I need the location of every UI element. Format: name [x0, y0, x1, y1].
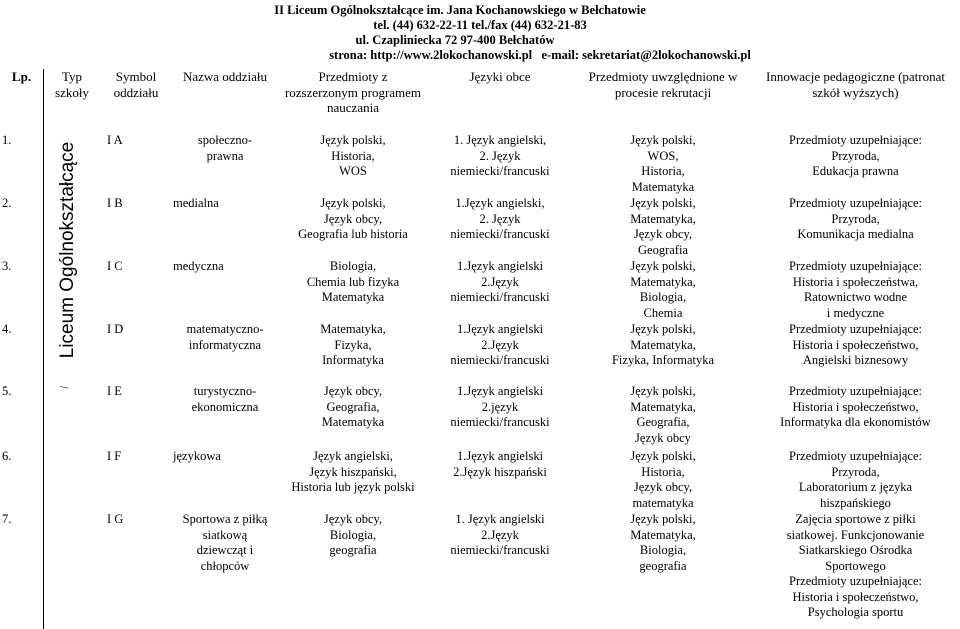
row-symbol: I A	[107, 133, 123, 147]
col-header-innowacje: Innowacje pedagogiczne (patronat szkół wyższych)	[765, 69, 946, 100]
row-jezyki: 1. Język angielski, 2. Język niemiecki/francuski	[450, 133, 550, 178]
row-innowacje: Zajęcia sportowe z piłki siatkowej. Funkcjonowanie Siatkarskiego Ośrodka Sportowego Przedmioty uzupełniające: Historia i społeczeństwo, Psychologia sportu	[786, 512, 925, 619]
row-innowacje: Przedmioty uzupełniające: Przyroda, Komunikacja medialna	[789, 196, 922, 241]
row-jezyki: 1.Język angielski 2.Język niemiecki/francuski	[450, 259, 550, 304]
row-typ	[43, 449, 101, 512]
row-lp: 4.	[2, 322, 12, 336]
row-typ	[43, 512, 101, 627]
col-header-typ: Typ szkoły	[55, 69, 89, 100]
row-innowacje: Przedmioty uzupełniające: Przyroda, Laboratorium z języka hiszpańskiego	[789, 449, 922, 510]
table-row	[0, 133, 958, 196]
class-offer-table	[0, 69, 958, 627]
row-rekrutacja: Język polski, Matematyka, Język obcy, Geografia	[630, 196, 696, 257]
col-header-przedmioty: Przedmioty z rozszerzonym programem nauczania	[284, 69, 422, 115]
col-header-nazwa: Nazwa oddziału	[182, 69, 268, 84]
school-name: II Liceum Ogólnokształcące im. Jana Kochanowskiego w Bełchatowie	[274, 3, 646, 17]
col-header-lp: Lp.	[11, 69, 32, 84]
row-innowacje: Przedmioty uzupełniające: Przyroda, Edukacja prawna	[789, 133, 922, 178]
row-przedmioty: Język obcy, Biologia, geografia	[323, 512, 383, 557]
col-header-jezyki: Języki obce	[469, 69, 531, 84]
col-header-symbol: Symbol oddziału	[113, 69, 159, 100]
address-line: ul. Czaplinieckа 72 97-400 Bełchatów	[355, 33, 555, 47]
email-link[interactable]: e-mail: sekretariat@2lokochanowski.pl	[541, 48, 751, 62]
website-link[interactable]: strona: http://www.2lokochanowski.pl	[329, 48, 533, 62]
row-nazwa: Sportowa z piłką siatkową dziewcząt i chłopców	[182, 512, 268, 573]
table-row	[0, 196, 958, 259]
row-rekrutacja: Język polski, Historia, Język obcy, matematyka	[630, 449, 696, 510]
row-symbol: I C	[107, 259, 123, 273]
row-przedmioty: Język angielski, Język hiszpański, Historia lub język polski	[291, 449, 415, 494]
row-nazwa: medialna	[173, 196, 219, 210]
row-jezyki: 1.Język angielski 2.Język niemiecki/francuski	[450, 322, 550, 367]
table-row	[0, 512, 958, 627]
row-symbol: I E	[107, 384, 122, 398]
row-symbol: I B	[107, 196, 123, 210]
row-innowacje: Przedmioty uzupełniające: Historia i społeczeństwa, Ratownictwo wodne i medyczne	[789, 259, 922, 320]
row-innowacje: Przedmioty uzupełniające: Historia i społeczeństwo, Informatyka dla ekonomistów	[780, 384, 931, 429]
row-nazwa: medyczna	[173, 259, 224, 273]
row-przedmioty: Język obcy, Geografia, Matematyka	[321, 384, 385, 429]
row-nazwa: społeczno- prawna	[197, 133, 253, 163]
row-lp: 1.	[2, 133, 12, 147]
table-row	[0, 384, 958, 449]
row-przedmioty: Biologia, Chemia lub fizyka Matematyka	[306, 259, 400, 304]
school-header	[0, 3, 960, 63]
row-typ	[43, 384, 101, 449]
table-row	[0, 449, 958, 512]
row-rekrutacja: Język polski, Matematyka, Fizyka, Informatyka	[611, 322, 715, 367]
row-lp: 3.	[2, 259, 12, 273]
row-symbol: I G	[107, 512, 124, 526]
row-przedmioty: Matematyka, Fizyka, Informatyka	[320, 322, 386, 367]
contact-line	[120, 48, 960, 63]
row-innowacje: Przedmioty uzupełniające: Historia i społeczeństwo, Angielski biznesowy	[789, 322, 922, 367]
row-lp: 2.	[2, 196, 12, 210]
row-symbol: I F	[107, 449, 122, 463]
row-lp: 7.	[2, 512, 12, 526]
table-row	[0, 322, 958, 384]
row-przedmioty: Język polski, Historia, WOS	[320, 133, 386, 178]
row-jezyki: 1. Język angielski 2.Język niemiecki/francuski	[450, 512, 550, 557]
school-type-text: Liceum Ogólnokształcące	[57, 141, 78, 359]
row-rekrutacja: Język polski, WOS, Historia, Matematyka	[630, 133, 696, 194]
row-jezyki: 1.Język angielski 2.język niemiecki/francuski	[450, 384, 550, 429]
row-lp: 5.	[2, 384, 12, 398]
row-lp: 6.	[2, 449, 12, 463]
col-header-rekrutacja: Przedmioty uwzględnione w procesie rekrutacji	[588, 69, 738, 100]
row-rekrutacja: Język polski, Matematyka, Biologia, geografia	[630, 512, 696, 573]
row-rekrutacja: Język polski, Matematyka, Biologia, Chemia	[630, 259, 696, 320]
row-jezyki: 1.Język angielski, 2. Język niemiecki/francuski	[450, 196, 550, 241]
school-type-label	[43, 125, 93, 375]
row-jezyki: 1.Język angielski 2.Język hiszpański	[453, 449, 547, 479]
row-nazwa: turystyczno- ekonomiczna	[191, 384, 259, 414]
row-symbol: I D	[107, 322, 124, 336]
row-przedmioty: Język polski, Język obcy, Geografia lub historia	[298, 196, 408, 241]
phone-line: tel. (44) 632-22-11 tel./fax (44) 632-21-83	[373, 18, 587, 32]
row-rekrutacja: Język polski, Matematyka, Geografia, Język obcy	[630, 384, 696, 445]
slash-mark: \	[57, 382, 72, 393]
row-nazwa: matematyczno- informatyczna	[186, 322, 264, 352]
row-nazwa: językowa	[173, 449, 221, 463]
table-header-row	[0, 69, 958, 133]
table-row	[0, 259, 958, 322]
